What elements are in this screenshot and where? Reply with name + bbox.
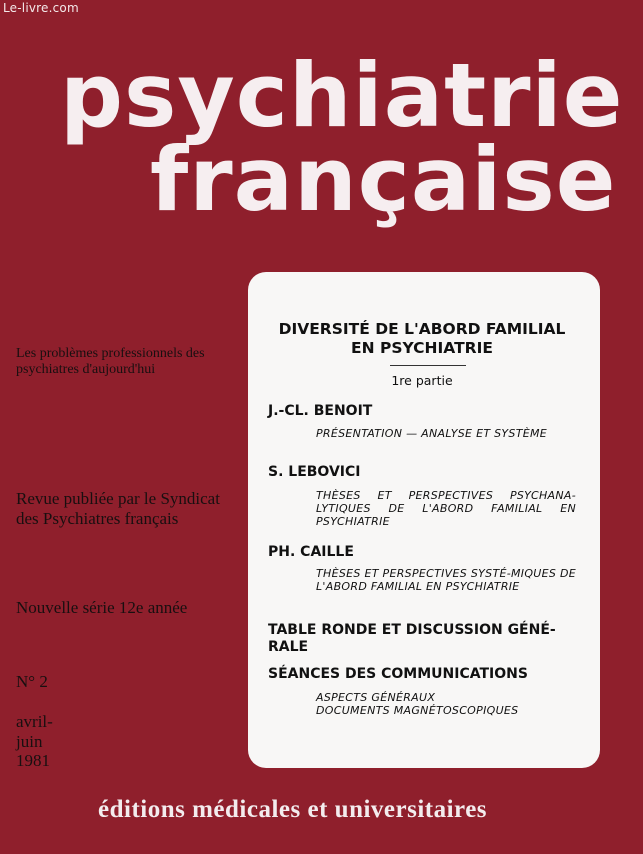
heading-divider [390,365,466,366]
journal-title-line1: psychiatrie [60,44,624,147]
publisher-footer: éditions médicales et universitaires [98,796,488,823]
author-lebovici: S. LEBOVICI [268,464,361,480]
seances-desc [316,692,576,718]
watermark: Le-livre.com [3,1,79,15]
seances-item-2: DOCUMENTS MAGNÉTOSCOPIQUES [316,703,519,717]
series-info: Nouvelle série 12e année [16,598,188,617]
contents-heading: DIVERSITÉ DE L'ABORD FAMILIAL EN PSYCHIATRIE [278,320,566,357]
article-desc-benoit: PRÉSENTATION — ANALYSE ET SYSTÈME [316,427,548,440]
author-benoit: J.-CL. BENOIT [268,403,373,419]
issue-number: N° 2 [16,672,48,691]
contents-panel [248,272,600,768]
table-ronde: TABLE RONDE ET DISCUSSION GÉNÉ-RALE [268,622,556,655]
tagline: Les problèmes professionnels des psychiatres d'aujourd'hui [16,346,205,378]
publisher-statement: Revue publiée par le Syndicat des Psychiatres français [16,489,220,528]
article-desc-lebovici: THÈSES ET PERSPECTIVES PSYCHANA-LYTIQUES DE L'ABORD FAMILIAL EN PSYCHIATRIE [316,489,576,528]
article-desc-caille: THÈSES ET PERSPECTIVES SYSTÉ-MIQUES DE L'ABORD FAMILIAL EN PSYCHIATRIE [316,567,576,593]
author-caille: PH. CAILLE [268,544,354,560]
journal-title-line2: française [150,128,617,231]
seances-title: SÉANCES DES COMMUNICATIONS [268,666,528,682]
issue-date: avril-juin 1981 [16,712,53,771]
part-label: 1re partie [391,373,453,388]
seances-item-1: ASPECTS GÉNÉRAUX [316,691,436,704]
